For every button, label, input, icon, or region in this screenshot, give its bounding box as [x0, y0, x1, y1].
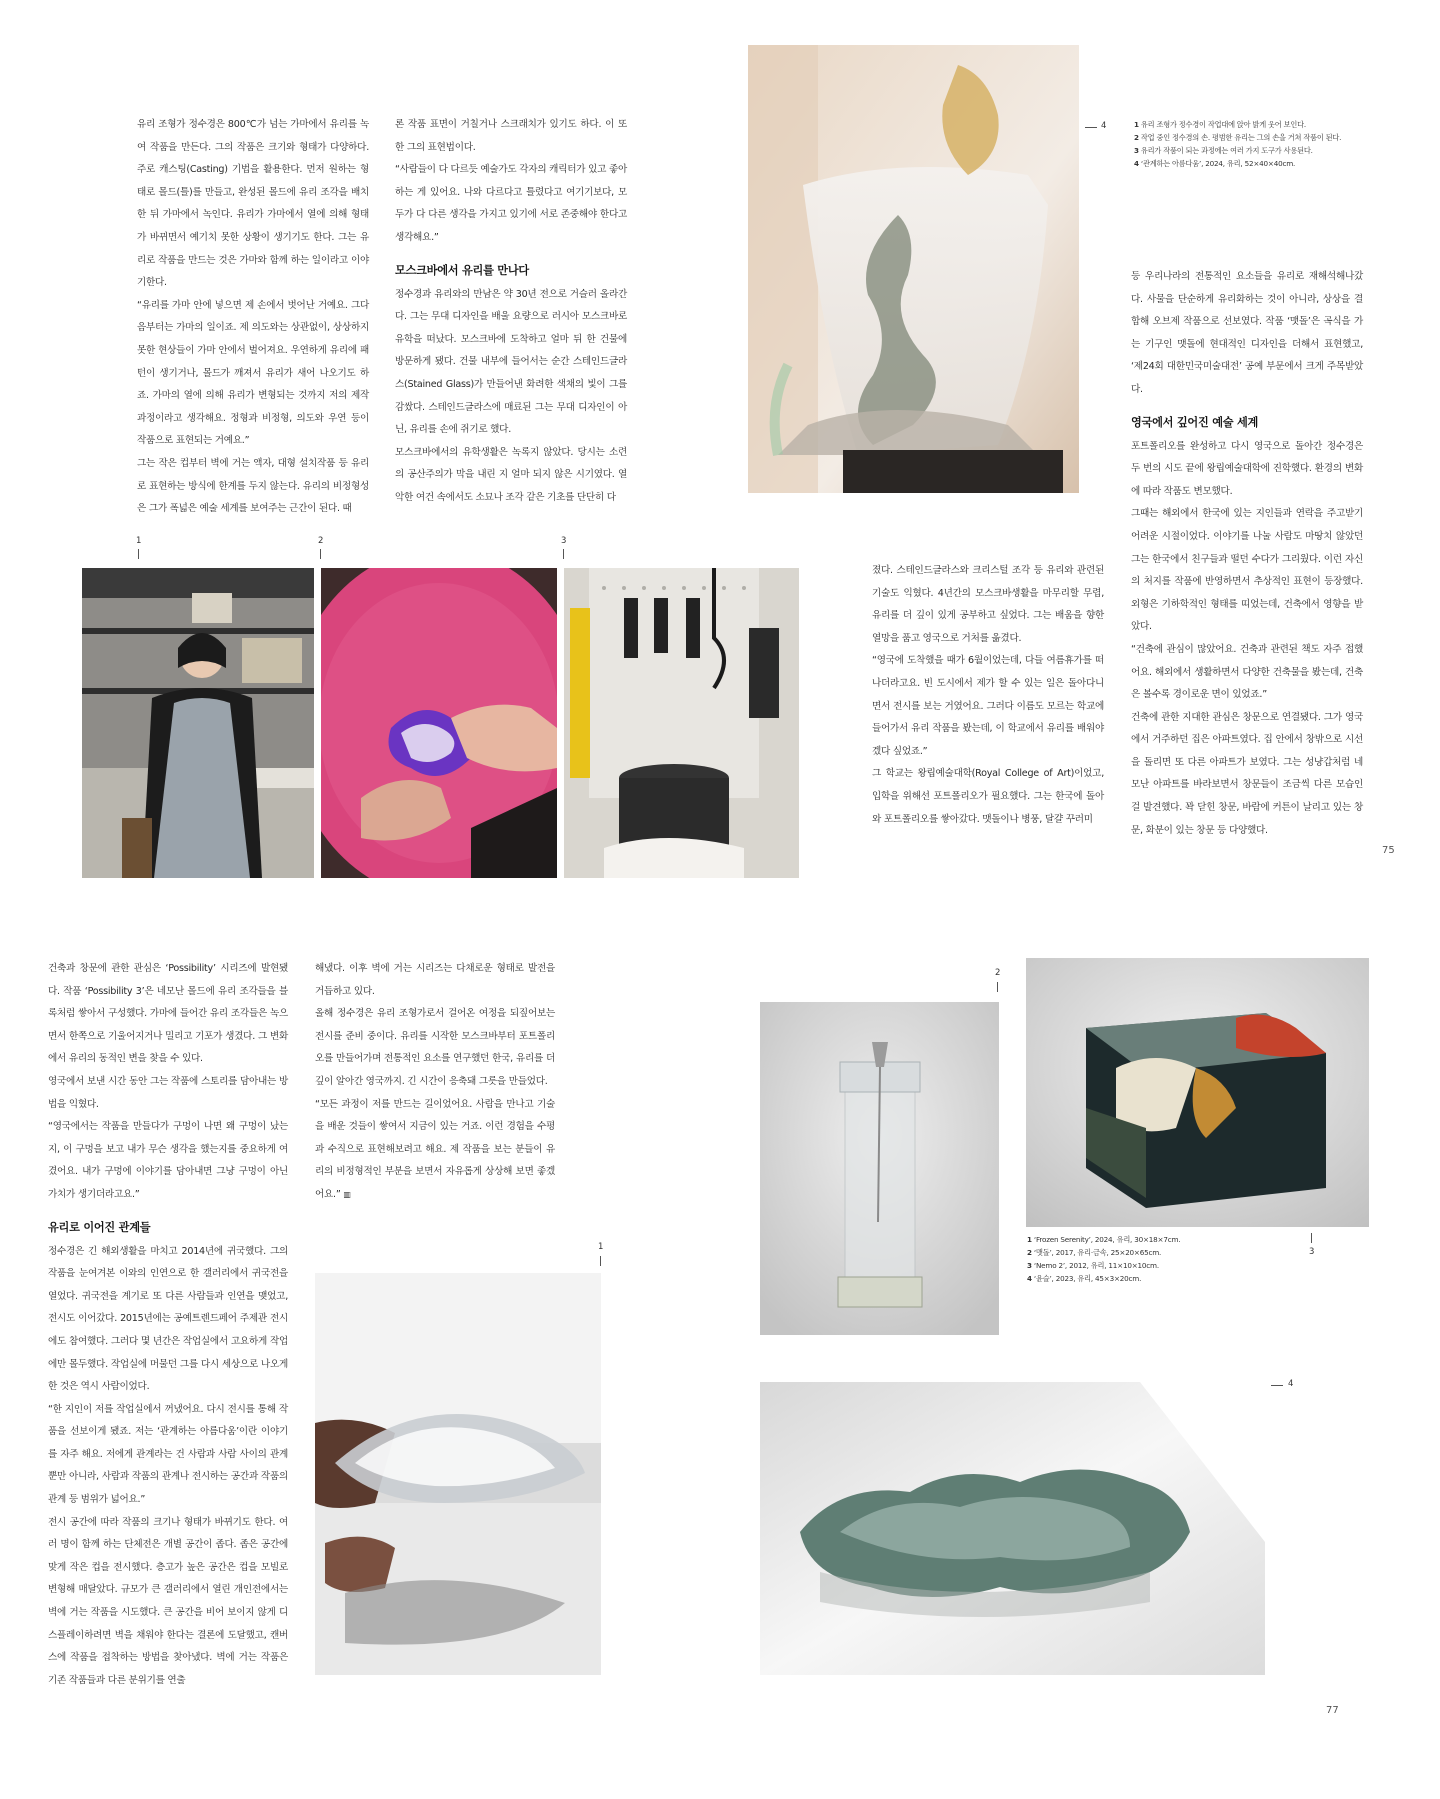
paragraph: 정수경은 긴 해외생활을 마치고 2014년에 귀국했다. 그의 작품을 눈여겨본 이와의 인연으로 한 갤러리에서 귀국전을 열었다. 귀국전을 계기로 또 다른 사람들과 인연을 맺었고, 전시도 이어갔다. 2015년에는 공예트렌드페어 주제관 전시에도 참여했다. 그러다 몇 년간은 작업실에서 고요하게 작업에만 몰두했다. 작업실에 머물던 그를 다시 세상으로 나오게 한 것은 역시 사람이었다.	[48, 1245, 288, 1393]
article-column-1	[137, 114, 369, 521]
page-number: 77	[1326, 1705, 1339, 1716]
caption-number: 2	[1027, 1248, 1032, 1257]
paragraph: “사람들이 다 다르듯 예술가도 각자의 캐릭터가 있고 좋아하는 게 있어요. 나와 다르다고 틀렸다고 여기기보다, 모두가 다 다른 생각을 가지고 있기에 서로 존중해야 한다고 생각해요.”	[395, 164, 627, 243]
section-heading: 유리로 이어진 관계들	[48, 1220, 151, 1234]
photo-number-label: 1	[136, 536, 142, 546]
paragraph: 론 작품 표면이 거칠거나 스크래치가 있기도 하다. 이 또한 그의 표현법이다.	[395, 119, 627, 153]
caption-number: 1	[1134, 120, 1139, 129]
paragraph: 올해 정수경은 유리 조형가로서 걸어온 여정을 되짚어보는 전시를 준비 중이다. 유리를 시작한 모스크바부터 포트폴리오를 만들어가며 전통적인 요소를 연구했던 한국, 유리를 더 깊이 알아간 영국까지. 긴 시간이 응축돼 그릇을 만들었다.	[315, 1008, 555, 1087]
glass-sculpture-photo	[748, 45, 1079, 493]
photo-pointer-line	[138, 549, 139, 559]
photo-pointer-line	[1271, 1385, 1283, 1386]
caption-item	[1134, 118, 1374, 131]
photo-pointer-line	[1311, 1233, 1312, 1243]
caption-text: ‘윤슬’, 2023, 유리, 45×3×20cm.	[1033, 1274, 1142, 1283]
photo-captions	[1027, 1233, 1267, 1285]
tall-glass-sculpture-photo	[760, 1002, 999, 1335]
paragraph: “영국에 도착했을 때가 6월이었는데, 다들 여름휴가를 떠나더라고요. 빈 도시에서 제가 할 수 있는 일은 돌아다니면서 전시를 보는 거였어요. 그러다 이름도 모르는 학교에 들어가서 유리 작품을 봤는데, 이 학교에서 유리를 배워야겠다 싶었죠.”	[872, 655, 1104, 757]
caption-text: ‘관계하는 아름다움’, 2024, 유리, 52×40×40cm.	[1140, 159, 1296, 168]
caption-item	[1027, 1233, 1267, 1246]
paragraph: 전시 공간에 따라 작품의 크기나 형태가 바뀌기도 한다. 여러 명이 함께 하는 단체전은 개별 공간이 좁다. 좁은 공간에 맞게 작은 컵을 전시했다. 층고가 높은 공간은 컵을 모빌로 변형해 매달았다. 규모가 큰 갤러리에서 열린 개인전에서는 벽에 거는 작품을 시도했다. 큰 공간을 비어 보이지 않게 디스플레이하려면 벽을 채워야 한다는 결론에 도달했고, 캔버스에 작품을 접착하는 방법을 찾아냈다. 벽에 거는 작품은 기존 작품들과 다른 분위기를 연출	[48, 1516, 288, 1686]
paragraph: 그는 작은 컵부터 벽에 거는 액자, 대형 설치작품 등 유리로 표현하는 방식에 한계를 두지 않는다. 유리의 비정형성은 그가 폭넓은 예술 세계를 보여주는 근간이 된다. 때	[137, 457, 369, 515]
paragraph: “유리를 가마 안에 넣으면 제 손에서 벗어난 거예요. 그다음부터는 가마의 일이죠. 제 의도와는 상관없이, 상상하지 못한 현상들이 가마 안에서 벌어져요. 우연하게 유리에 패턴이 생기거나, 몰드가 깨져서 유리가 새어 나오기도 하죠. 가마의 열에 의해 유리가 변형되는 것까지 저의 제작 과정이라고 생각해요. 정형과 비정형, 의도와 우연 등이 작품으로 표현되는 거예요.”	[137, 299, 369, 447]
green-glass-piece-photo	[760, 1382, 1265, 1675]
caption-number: 4	[1134, 159, 1139, 168]
photo-pointer-line	[320, 549, 321, 559]
caption-number: 4	[1027, 1274, 1032, 1283]
paragraph: “건축에 관심이 많았어요. 건축과 관련된 책도 자주 접했어요. 해외에서 생활하면서 다양한 건축물을 봤는데, 건축은 볼수록 경이로운 면이 있었죠.”	[1131, 643, 1363, 701]
caption-text: 작업 중인 정수경의 손. 평범한 유리는 그의 손을 거쳐 작품이 된다.	[1140, 133, 1342, 142]
hands-glass-photo	[315, 1273, 601, 1675]
photo-pointer-line	[997, 982, 998, 992]
caption-item	[1134, 144, 1374, 157]
photo-number-label: 3	[1309, 1247, 1315, 1257]
caption-text: 유리 조형가 정수경이 작업대에 앉아 밝게 웃어 보인다.	[1140, 120, 1306, 129]
caption-text: ‘맷돌’, 2017, 유리·금속, 25×20×65cm.	[1033, 1248, 1162, 1257]
photo-captions	[1134, 118, 1374, 170]
article-column-2	[315, 958, 555, 1207]
paragraph: 그때는 해외에서 한국에 있는 지인들과 연락을 주고받기 어려운 시절이었다. 이야기를 나눌 사람도 마땅치 않았던 그는 한국에서 친구들과 떨던 수다가 그리웠다. 이런 자신의 처지를 작품에 반영하면서 추상적인 표현이 등장했다. 외형은 기하학적인 형태를 띠었는데, 건축에서 영향을 받았다.	[1131, 508, 1363, 633]
caption-number: 1	[1027, 1235, 1032, 1244]
photo-pointer-line	[600, 1256, 601, 1266]
end-mark: ▥	[343, 1189, 351, 1199]
paragraph: “영국에서는 작품을 만들다가 구멍이 나면 왜 구멍이 났는지, 이 구멍을 보고 내가 무슨 생각을 했는지를 중요하게 여겼어요. 내가 구멍에 이야기를 담아내면 그냥 구멍이 아닌 가치가 생기더라고요.”	[48, 1121, 288, 1200]
section-heading: 영국에서 깊어진 예술 세계	[1131, 415, 1259, 429]
paragraph: “한 지인이 저를 작업실에서 꺼냈어요. 다시 전시를 통해 작품을 선보이게 됐죠. 저는 ‘관계하는 아름다움’이란 이야기를 자주 해요. 저에게 관계라는 건 사람과 사람 사이의 관계뿐만 아니라, 사람과 작품의 관계나 전시하는 공간과 작품의 관계 등 범위가 넓어요.”	[48, 1403, 288, 1506]
paragraph: 포트폴리오를 완성하고 다시 영국으로 돌아간 정수경은 두 번의 시도 끝에 왕립예술대학에 진학했다. 환경의 변화에 따라 작품도 변모했다.	[1131, 440, 1363, 497]
caption-number: 3	[1027, 1261, 1032, 1270]
article-column-1	[48, 958, 288, 1692]
paragraph: 해냈다. 이후 벽에 거는 시리즈는 다채로운 형태로 발전을 거듭하고 있다.	[315, 963, 555, 997]
photo-number-label: 2	[995, 968, 1001, 978]
article-column-2	[395, 114, 627, 510]
paragraph: 그 학교는 왕립예술대학(Royal College of Art)이었고, 입학을 위해선 포트폴리오가 필요했다. 그는 한국에 돌아와 포트폴리오를 쌓아갔다. 맷돌이나 병풍, 달걀 꾸러미	[872, 768, 1104, 825]
working-hands-photo	[321, 568, 557, 878]
photo-number-label: 1	[598, 1242, 604, 1252]
caption-text: ‘Nemo 2’, 2012, 유리, 11×10×10cm.	[1033, 1261, 1159, 1270]
photo-number-label: 3	[561, 536, 567, 546]
photo-pointer-line	[1085, 127, 1097, 128]
article-column-4	[1131, 266, 1363, 842]
page-number: 75	[1382, 845, 1395, 856]
paragraph: 유리 조형가 정수경은 800℃가 넘는 가마에서 유리를 녹여 작품을 만든다. 그의 작품은 크기와 형태가 다양하다. 주로 캐스팅(Casting) 기법을 활용한다. 먼저 원하는 형태로 몰드(틀)를 만들고, 완성된 몰드에 유리 조각을 배치한 뒤 가마에서 녹인다. 유리가 가마에서 열에 의해 형태가 바뀌면서 예기치 못한 상황이 생기기도 한다. 그는 유리로 작품을 만드는 것은 가마와 함께 하는 일이라고 이야기한다.	[137, 119, 369, 289]
caption-item	[1134, 157, 1374, 170]
caption-number: 2	[1134, 133, 1139, 142]
glass-cube-photo	[1026, 958, 1369, 1227]
photo-pointer-line	[563, 549, 564, 559]
paragraph: 영국에서 보낸 시간 동안 그는 작품에 스토리를 담아내는 방법을 익혔다.	[48, 1075, 288, 1110]
photo-number-label: 4	[1288, 1379, 1294, 1389]
caption-number: 3	[1134, 146, 1139, 155]
paragraph: 건축에 관한 지대한 관심은 창문으로 연결됐다. 그가 영국에서 거주하던 집은 아파트였다. 집 안에서 창밖으로 시선을 돌리면 또 다른 아파트가 보였다. 그는 성냥갑처럼 네모난 아파트를 바라보면서 창문들이 조금씩 다른 모습인 걸 발견했다. 꽉 닫힌 창문, 바람에 커튼이 날리고 있는 창문, 화분이 있는 창문 등 다양했다.	[1131, 711, 1363, 836]
photo-number-label: 4	[1101, 121, 1107, 131]
paragraph: 졌다. 스테인드글라스와 크리스털 조각 등 유리와 관련된 기술도 익혔다. 4년간의 모스크바생활을 마무리할 무렵, 유리를 더 깊이 있게 공부하고 싶었다. 그는 배움을 향한 열망을 품고 영국으로 거처를 옮겼다.	[872, 565, 1104, 644]
paragraph: 등 우리나라의 전통적인 요소들을 유리로 재해석해나갔다. 사물을 단순하게 유리화하는 것이 아니라, 상상을 결합해 오브제 작품으로 선보였다. 작품 ‘맷돌’은 곡식을 가는 기구인 맷돌에 현대적인 디자인을 더해서 표현했고, ‘제24회 대한민국미술대전’ 공예 부문에서 크게 주목받았다.	[1131, 271, 1363, 395]
article-column-3	[872, 560, 1104, 831]
tools-wall-photo	[564, 568, 799, 878]
caption-item	[1027, 1272, 1267, 1285]
photo-number-label: 2	[318, 536, 324, 546]
paragraph: 건축과 창문에 관한 관심은 ‘Possibility’ 시리즈에 발현됐다. 작품 ‘Possibility 3’은 네모난 몰드에 유리 조각들을 블록처럼 쌓아서 구성했다. 가마에 들어간 유리 조각들은 녹으면서 한쪽으로 기울어지거나 밀리고 기포가 생겼다. 그 변화에서 유리의 동적인 변을 찾을 수 있다.	[48, 963, 288, 1065]
caption-text: 유리가 작품이 되는 과정에는 여러 가지 도구가 사용된다.	[1140, 146, 1313, 155]
artist-studio-photo	[82, 568, 314, 878]
caption-text: ‘Frozen Serenity’, 2024, 유리, 30×18×7cm.	[1033, 1235, 1181, 1244]
section-heading: 모스크바에서 유리를 만나다	[395, 263, 529, 277]
paragraph: 정수경과 유리와의 만남은 약 30년 전으로 거슬러 올라간다. 그는 무대 디자인을 배울 요량으로 러시아 모스크바로 유학을 떠났다. 모스크바에 도착하고 얼마 뒤 한 건물에 방문하게 됐다. 건물 내부에 들어서는 순간 스테인드글라스(Stained Glass)가 만들어낸 화려한 색채의 빛이 그를 감쌌다. 스테인드글라스에 매료된 그는 무대 디자인이 아닌, 유리를 손에 쥐기로 했다.	[395, 288, 627, 436]
caption-item	[1027, 1246, 1267, 1259]
paragraph: 모스크바에서의 유학생활은 녹록지 않았다. 당시는 소련의 공산주의가 막을 내린 지 얼마 되지 않은 시기였다. 열악한 여건 속에서도 소묘나 조각 같은 기초를 단단히 다	[395, 446, 627, 503]
caption-item	[1027, 1259, 1267, 1272]
paragraph-text: “모든 과정이 저를 만드는 길이었어요. 사람을 만나고 기술을 배운 것들이 쌓여서 지금이 있는 거죠. 이런 경험을 수평과 수직으로 표현해보려고 해요. 제 작품을 보는 분들이 유리의 비정형적인 부분을 보면서 자유롭게 상상해 보면 좋겠어요.”	[315, 1098, 555, 1200]
paragraph	[315, 1094, 555, 1207]
caption-item	[1134, 131, 1374, 144]
